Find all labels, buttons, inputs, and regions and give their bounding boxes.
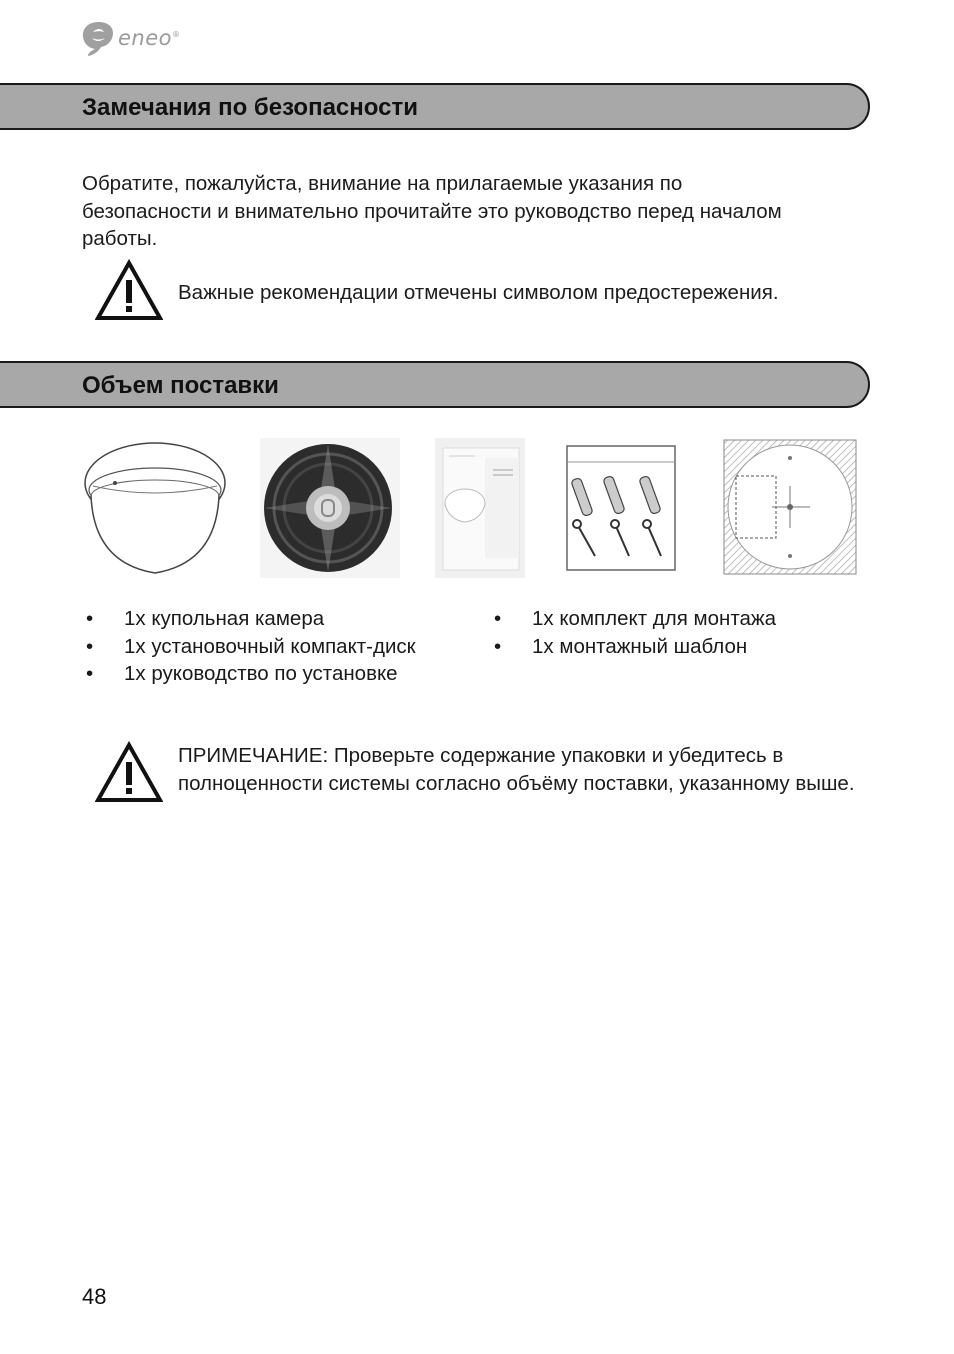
section-title: Замечания по безопасности xyxy=(82,94,418,121)
warning-triangle-icon xyxy=(95,741,163,803)
mounting-kit-image xyxy=(565,438,677,578)
section-title: Объем поставки xyxy=(82,372,279,399)
delivery-list-left xyxy=(82,605,482,688)
delivery-list-right xyxy=(490,605,870,660)
warning-triangle-icon xyxy=(95,259,163,321)
safety-intro-paragraph: Обратите, пожалуйста, внимание на прилагаемые указания по безопасности и внимательно прочитайте это руководство перед началом работы. xyxy=(82,172,782,250)
list-item: • 1x руководство по установке xyxy=(82,660,482,688)
section-header-delivery xyxy=(0,361,870,408)
manual-booklet-image xyxy=(435,438,525,578)
mounting-template-image xyxy=(722,438,858,578)
list-item: • 1x установочный компакт-диск xyxy=(82,633,482,661)
page-number: 48 xyxy=(82,1284,107,1309)
list-item: • 1x комплект для монтажа xyxy=(490,605,870,633)
brand-logo xyxy=(80,18,181,58)
list-item: • 1x монтажный шаблон xyxy=(490,633,870,661)
list-item: • 1x купольная камера xyxy=(82,605,482,633)
dome-camera-image xyxy=(80,438,230,578)
delivery-note-text: ПРИМЕЧАНИЕ: Проверьте содержание упаковки и убедитесь в полноценности системы согласно объёму поставки, указанному выше. xyxy=(178,744,855,795)
safety-warning-text: Важные рекомендации отмечены символом предостережения. xyxy=(178,281,779,304)
section-header-safety xyxy=(0,83,870,130)
eneo-logo-icon xyxy=(80,18,116,58)
delivery-images-row xyxy=(80,438,870,578)
cd-disc-image xyxy=(260,438,400,578)
logo-text: eneo® xyxy=(118,26,181,50)
